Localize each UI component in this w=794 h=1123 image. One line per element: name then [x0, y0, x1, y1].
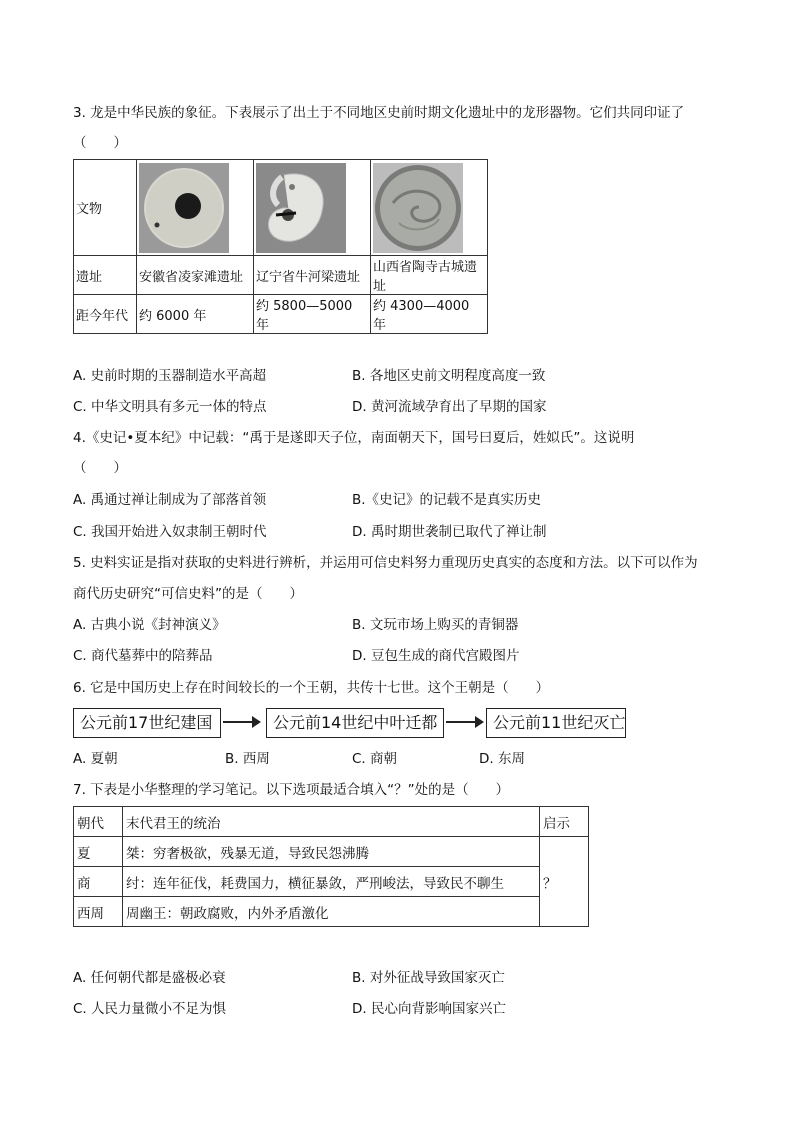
q5-stem-line1: 5. 史料实证是指对获取的史料进行辨析，并运用可信史料努力重现历史真实的态度和方法。以下可以作为	[73, 555, 698, 571]
q7-row-rule: 周幽王：朝政腐败，内外矛盾激化	[123, 897, 540, 927]
q7-stem: 7. 下表是小华整理的学习笔记。以下选项最适合填入“？”处的是（ ）	[73, 782, 510, 798]
q7-header-rule: 末代君王的统治	[123, 807, 540, 837]
q4-stem: 4.《史记•夏本纪》中记载：“禹于是遂即天子位，南面朝天下，国号曰夏后，姓姒氏”。这说明	[73, 430, 635, 446]
q3-option-d[interactable]: D. 黄河流域孕育出了早期的国家	[352, 399, 547, 415]
q4-option-a[interactable]: A. 禹通过禅让制成为了部落首领	[73, 492, 267, 508]
q3-row-label-age: 距今年代	[74, 295, 137, 334]
q7-row-dynasty: 商	[74, 867, 123, 897]
q3-artifact-3	[371, 160, 488, 256]
q3-artifact-2	[254, 160, 371, 256]
q3-row-label-site: 遗址	[74, 256, 137, 295]
q3-site-2: 辽宁省牛河梁遗址	[254, 256, 371, 295]
q3-answer-bracket: （ ）	[73, 135, 127, 151]
q6-timeline-fall: 公元前11世纪灭亡	[486, 708, 626, 738]
q3-site-3: 山西省陶寺古城遗址	[371, 256, 488, 295]
arrow-right-icon	[223, 721, 259, 723]
q7-option-c[interactable]: C. 人民力量微小不足为惧	[73, 1001, 227, 1017]
q7-row-dynasty: 夏	[74, 837, 123, 867]
q6-timeline-founding: 公元前17世纪建国	[73, 708, 221, 738]
q4-answer-bracket: （ ）	[73, 460, 127, 476]
q7-option-a[interactable]: A. 任何朝代都是盛极必衰	[73, 970, 226, 986]
q5-stem-line2: 商代历史研究“可信史料”的是（ ）	[73, 586, 303, 602]
painted-dragon-plate-icon	[373, 163, 463, 253]
q6-option-b[interactable]: B. 西周	[225, 751, 270, 767]
q3-date-2: 约 5800—5000 年	[254, 295, 371, 334]
q6-option-a[interactable]: A. 夏朝	[73, 751, 118, 767]
q3-artifact-table	[73, 159, 488, 334]
q4-option-c[interactable]: C. 我国开始进入奴隶制王朝时代	[73, 524, 267, 540]
q7-row-dynasty: 西周	[74, 897, 123, 927]
q3-option-b[interactable]: B. 各地区史前文明程度高度一致	[352, 368, 546, 384]
q5-option-c[interactable]: C. 商代墓葬中的陪葬品	[73, 648, 213, 664]
q5-option-b[interactable]: B. 文玩市场上购买的青铜器	[352, 617, 519, 633]
q5-option-a[interactable]: A. 古典小说《封神演义》	[73, 617, 226, 633]
q3-site-1: 安徽省凌家滩遗址	[137, 256, 254, 295]
q4-option-d[interactable]: D. 禹时期世袭制已取代了禅让制	[352, 524, 547, 540]
q5-option-d[interactable]: D. 豆包生成的商代宫殿图片	[352, 648, 520, 664]
q6-option-d[interactable]: D. 东周	[479, 751, 525, 767]
q3-row-label-artifact: 文物	[74, 160, 137, 256]
jade-pig-dragon-icon	[256, 163, 346, 253]
q6-stem: 6. 它是中国历史上存在时间较长的一个王朝，共传十七世。这个王朝是（ ）	[73, 680, 550, 696]
q6-timeline-capital-move: 公元前14世纪中叶迁都	[266, 708, 444, 738]
q7-row-rule: 桀：穷奢极欲，残暴无道，导致民怨沸腾	[123, 837, 540, 867]
q3-date-3: 约 4300—4000 年	[371, 295, 488, 334]
q6-option-c[interactable]: C. 商朝	[352, 751, 398, 767]
arrow-right-icon	[446, 721, 482, 723]
q7-option-b[interactable]: B. 对外征战导致国家灭亡	[352, 970, 505, 986]
q4-option-b[interactable]: B.《史记》的记载不是真实历史	[352, 492, 542, 508]
jade-dragon-ring-icon	[139, 163, 229, 253]
q3-option-a[interactable]: A. 史前时期的玉器制造水平高超	[73, 368, 267, 384]
q3-date-1: 约 6000 年	[137, 295, 254, 334]
q7-row-rule: 纣：连年征伐，耗费国力，横征暴敛，严刑峻法，导致民不聊生	[123, 867, 540, 897]
q7-notes-table	[73, 806, 589, 927]
q3-artifact-1	[137, 160, 254, 256]
q7-option-d[interactable]: D. 民心向背影响国家兴亡	[352, 1001, 506, 1017]
q7-header-dynasty: 朝代	[74, 807, 123, 837]
q3-option-c[interactable]: C. 中华文明具有多元一体的特点	[73, 399, 267, 415]
q7-insight-blank: ？	[540, 837, 589, 927]
q7-header-insight: 启示	[540, 807, 589, 837]
q3-stem: 3. 龙是中华民族的象征。下表展示了出土于不同地区史前时期文化遗址中的龙形器物。它们共同印证了	[73, 105, 685, 121]
